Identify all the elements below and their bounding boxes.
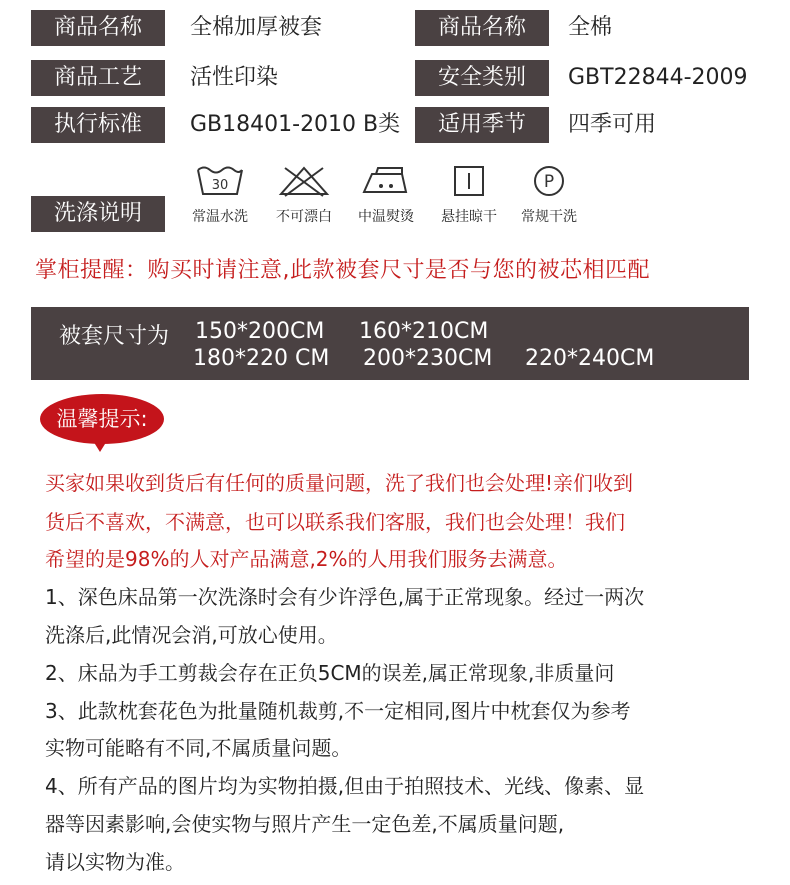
spec-value-standard: GB18401-2010 B类 bbox=[190, 112, 401, 137]
care-item-dryclean bbox=[509, 164, 589, 226]
svg-text:P: P bbox=[543, 172, 555, 192]
size-value: 180*220 CM bbox=[193, 346, 330, 371]
wash-30-icon bbox=[195, 164, 245, 198]
care-label-wash: 常温水洗 bbox=[192, 209, 248, 225]
note-line: 洗涤后,此情况会消,可放心使用。 bbox=[45, 623, 338, 647]
care-item-hang bbox=[429, 164, 509, 226]
size-value: 150*200CM bbox=[195, 319, 325, 344]
care-label-hang: 悬挂晾干 bbox=[441, 209, 497, 225]
care-item-wash bbox=[180, 164, 260, 226]
spec-value-material: 全棉 bbox=[568, 15, 613, 40]
care-label-dryclean: 常规干洗 bbox=[521, 209, 577, 225]
spec-value-name: 全棉加厚被套 bbox=[190, 15, 323, 40]
no-bleach-icon bbox=[277, 164, 331, 198]
tip-bubble: 温馨提示: bbox=[40, 394, 164, 444]
care-label-bleach: 不可漂白 bbox=[276, 209, 332, 225]
tip-line-red: 希望的是98%的人对产品满意,2%的人用我们服务去满意。 bbox=[45, 547, 568, 571]
tip-line-red: 买家如果收到货后有任何的质量问题，洗了我们也会处理!亲们收到 bbox=[45, 471, 634, 495]
care-item-iron bbox=[346, 164, 426, 226]
spec-label-name: 商品名称 bbox=[31, 10, 165, 46]
spec-label-standard: 执行标准 bbox=[31, 107, 165, 143]
note-line: 1、深色床品第一次洗涤时会有少许浮色,属于正常现象。经过一两次 bbox=[45, 585, 645, 609]
spec-label-craft: 商品工艺 bbox=[31, 60, 165, 96]
size-value: 160*210CM bbox=[359, 319, 489, 344]
spec-value-season: 四季可用 bbox=[568, 112, 657, 137]
care-item-bleach bbox=[264, 164, 344, 226]
size-value: 220*240CM bbox=[525, 346, 655, 371]
size-label: 被套尺寸为 bbox=[59, 324, 170, 349]
dry-clean-icon bbox=[529, 164, 569, 198]
note-line: 请以实物为准。 bbox=[45, 850, 185, 874]
note-line: 4、所有产品的图片均为实物拍摄,但由于拍照技术、光线、像素、显 bbox=[45, 774, 645, 798]
size-panel bbox=[31, 307, 749, 380]
wash-label: 洗涤说明 bbox=[31, 196, 165, 232]
note-line: 实物可能略有不同,不属质量问题。 bbox=[45, 736, 352, 760]
tip-line-red: 货后不喜欢，不满意，也可以联系我们客服，我们也会处理！我们 bbox=[45, 510, 625, 534]
iron-medium-icon bbox=[358, 164, 414, 198]
spec-value-craft: 活性印染 bbox=[190, 65, 279, 90]
note-line: 3、此款枕套花色为批量随机裁剪,不一定相同,图片中枕套仅为参考 bbox=[45, 699, 631, 723]
note-line: 2、床品为手工剪裁会存在正负5CM的误差,属正常现象,非质量问 bbox=[45, 661, 615, 685]
spec-label-safety: 安全类别 bbox=[415, 60, 549, 96]
svg-text:30: 30 bbox=[211, 178, 229, 193]
note-line: 器等因素影响,会使实物与照片产生一定色差,不属质量问题, bbox=[45, 812, 565, 836]
care-label-iron: 中温熨烫 bbox=[358, 209, 414, 225]
spec-label-name-2: 商品名称 bbox=[415, 10, 549, 46]
size-reminder: 掌柜提醒：购买时请注意,此款被套尺寸是否与您的被芯相匹配 bbox=[35, 258, 650, 283]
hang-dry-icon bbox=[449, 164, 489, 198]
spec-value-safety: GBT22844-2009 bbox=[568, 65, 748, 90]
size-value: 200*230CM bbox=[363, 346, 493, 371]
spec-label-season: 适用季节 bbox=[415, 107, 549, 143]
